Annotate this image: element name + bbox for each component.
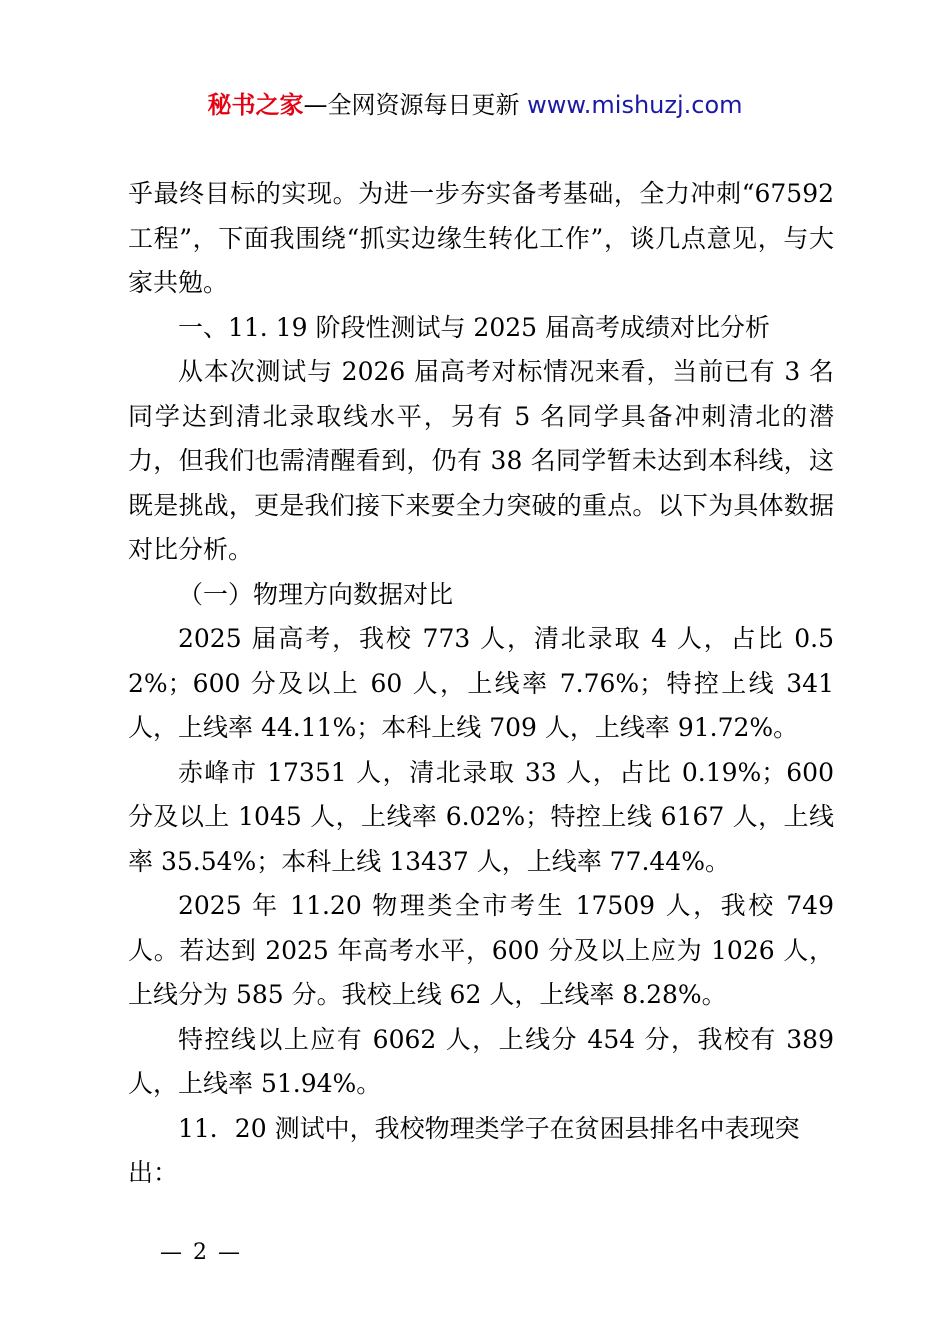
header-brand: 秘书之家	[207, 91, 304, 119]
paragraph-continuation: 乎最终目标的实现。为进一步夯实备考基础，全力冲刺“67592 工程”，下面我围绕“抓实边缘生转化工作”，谈几点意见，与大家共勉。	[128, 179, 834, 297]
paragraph-school-2025: 2025 届高考，我校 773 人，清北录取 4 人，占比 0.52%；600 分及以上 60 人，上线率 7.76%；特控上线 341 人，上线率 44.11%；本科上线 709 人，上线率 91.72%。	[128, 624, 834, 742]
paragraph-special-line: 特控线以上应有 6062 人，上线分 454 分，我校有 389 人，上线率 51.94%。	[128, 1024, 834, 1098]
document-body	[128, 172, 834, 1196]
header-slogan: —全网资源每日更新	[303, 91, 528, 119]
page-number: — 2 —	[160, 1240, 242, 1265]
section-heading-1: 一、11. 19 阶段性测试与 2025 届高考成绩对比分析	[178, 312, 770, 342]
subsection-heading-physics: （一）物理方向数据对比	[178, 579, 454, 609]
paragraph-chifeng-city: 赤峰市 17351 人，清北录取 33 人，占比 0.19%；600 分及以上 1045 人，上线率 6.02%；特控上线 6167 人，上线率 35.54%；本科上线 13437 人，上线率 77.44%。	[128, 757, 834, 876]
paragraph-1120-test: 2025 年 11.20 物理类全市考生 17509 人，我校 749 人。若达到 2025 年高考水平，600 分及以上应为 1026 人，上线分为 585 分。我校上线 62 人，上线率 8.28%。	[128, 891, 834, 1009]
paragraph-ranking: 11．20 测试中，我校物理类学子在贫困县排名中表现突出：	[128, 1113, 800, 1187]
site-header	[0, 88, 950, 122]
header-url[interactable]: www.mishuzj.com	[527, 91, 743, 119]
paragraph-overview: 从本次测试与 2026 届高考对标情况来看，当前已有 3 名同学达到清北录取线水平，另有 5 名同学具备冲刺清北的潜力，但我们也需清醒看到，仍有 38 名同学暂未达到本科线，这既是挑战，更是我们接下来要全力突破的重点。以下为具体数据对比分析。	[128, 357, 834, 564]
